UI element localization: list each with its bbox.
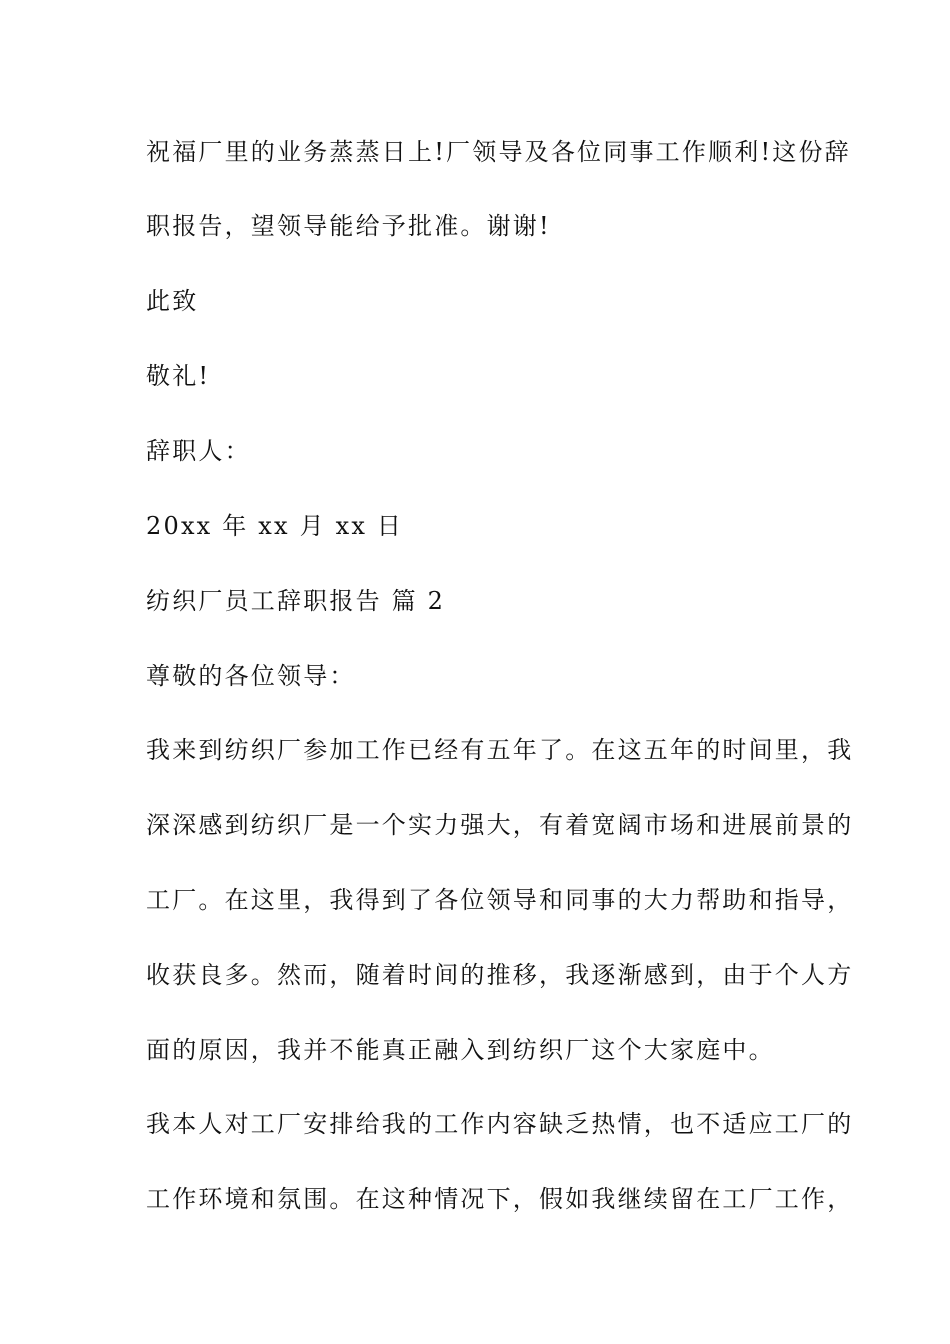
section-heading: 纺织厂员工辞职报告 篇 2 (146, 587, 446, 615)
text-line: 收获良多。然而，随着时间的推移，我逐渐感到，由于个人方 (146, 961, 854, 989)
text-line: 我来到纺织厂参加工作已经有五年了。在这五年的时间里，我 (146, 736, 854, 764)
salutation: 尊敬的各位领导： (146, 662, 356, 690)
text-line: 面的原因，我并不能真正融入到纺织厂这个大家庭中。 (146, 1036, 775, 1064)
text-line: 职报告，望领导能给予批准。谢谢! (146, 212, 551, 240)
text-line: 工厂。在这里，我得到了各位领导和同事的大力帮助和指导， (146, 886, 854, 914)
text-line: 工作环境和氛围。在这种情况下，假如我继续留在工厂工作， (146, 1185, 854, 1213)
text-line: 辞职人： (146, 437, 251, 465)
text-line: 此致 (146, 287, 199, 315)
text-line: 敬礼! (146, 362, 211, 390)
text-line: 祝福厂里的业务蒸蒸日上!厂领导及各位同事工作顺利!这份辞 (146, 138, 851, 166)
text-line: 深深感到纺织厂是一个实力强大，有着宽阔市场和进展前景的 (146, 811, 854, 839)
text-line: 我本人对工厂安排给我的工作内容缺乏热情，也不适应工厂的 (146, 1110, 854, 1138)
date-line: 20xx 年 xx 月 xx 日 (146, 512, 404, 540)
